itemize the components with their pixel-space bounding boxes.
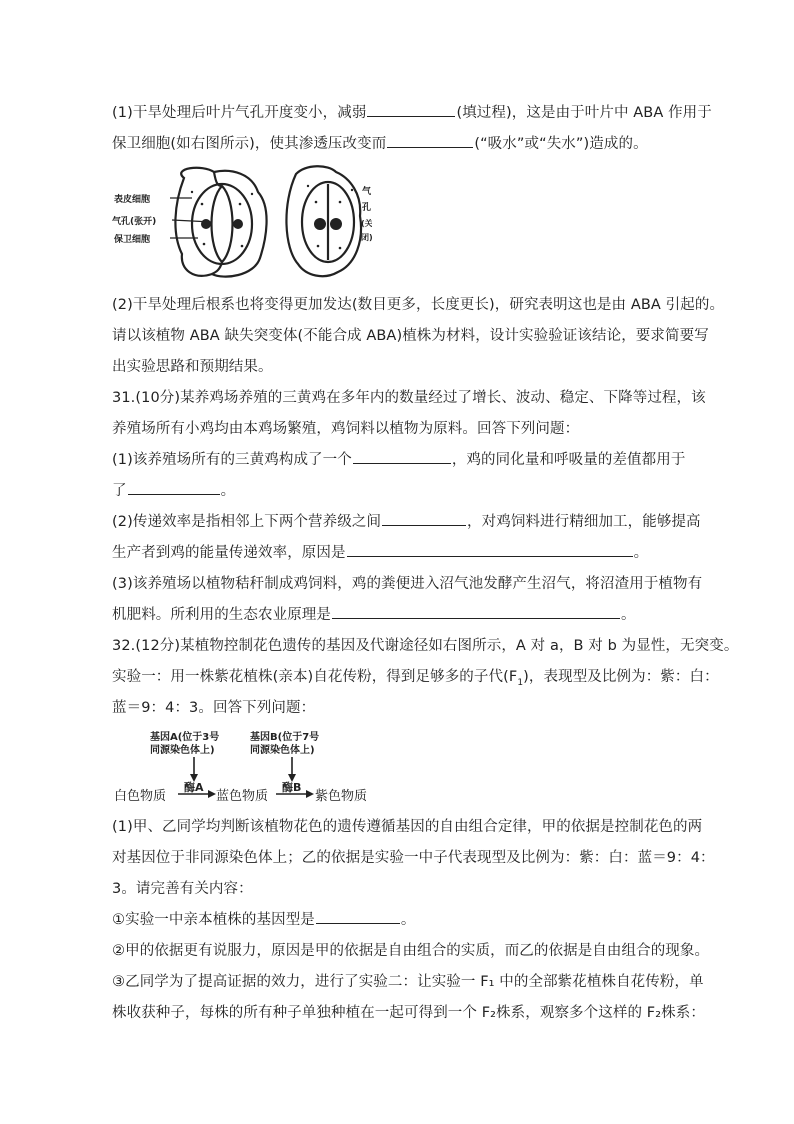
- white-substance: 白色物质: [114, 789, 167, 804]
- gene-a-line2: 同源染色体上): [150, 745, 215, 756]
- text: )，表现型及比例为：紫：白：: [523, 669, 719, 685]
- text: 保卫细胞(如右图所示)，使其渗透压改变而: [112, 136, 387, 152]
- answer-blank: [347, 539, 633, 557]
- label-epidermis: 表皮细胞: [114, 195, 151, 205]
- text: (1)该养殖场所有的三黄鸡构成了一个: [112, 452, 352, 468]
- blue-substance: 蓝色物质: [216, 789, 269, 804]
- text: 了: [112, 483, 127, 499]
- q30-part2-line3: 出实验思路和预期结果。: [112, 359, 273, 375]
- q32-line1: 32.(12分)某植物控制花色遗传的基因及代谢途径如右图所示，A 对 a，B 对 b 为显性，无突变。: [112, 638, 739, 654]
- q30-part2-line2: 请以该植物 ABA 缺失突变体(不能合成 ABA)植株为材料，设计实验验证该结论，要求简要写: [112, 328, 709, 344]
- q32-item2: ②甲的依据更有说服力，原因是甲的依据是自由组合的实质，而乙的依据是自由组合的现象。: [112, 943, 710, 959]
- label-stoma-closed-2: 孔: [362, 203, 372, 213]
- q32-line2: [112, 662, 719, 693]
- pathway-figure: [112, 730, 692, 812]
- text: 。: [400, 912, 416, 928]
- q31-line2: 养殖场所有小鸡均由本鸡场繁殖，鸡饲料以植物为原料。回答下列问题：: [112, 421, 580, 437]
- text: ，鸡的同化量和呼吸量的差值都用于: [451, 452, 686, 468]
- q32-part1-line2: 对基因位于非同源染色体上；乙的依据是实验一中子代表现型及比例为：紫：白：蓝＝9：4：: [112, 850, 715, 866]
- q31-sub3-line2: [112, 600, 692, 631]
- text: ，对鸡饲料进行精细加工，能够提高: [467, 514, 701, 530]
- enzyme-b: 酶B: [282, 781, 302, 794]
- pathway-diagram: [112, 730, 412, 812]
- text: 。: [621, 607, 636, 623]
- label-guard-cell: 保卫细胞: [114, 235, 151, 245]
- subscript: 1: [517, 677, 524, 688]
- label-stoma-closed-3: (关: [361, 219, 372, 228]
- gene-a-line1: 基因A(位于3号: [150, 732, 220, 743]
- label-stoma-closed-4: 闭): [361, 233, 372, 242]
- q31-sub2-line2: [112, 538, 692, 569]
- q32-line3: 蓝＝9：4：3。回答下列问题：: [112, 700, 316, 716]
- text: (填过程)，这是由于叶片中 ABA 作用于: [456, 105, 712, 121]
- gene-b-line1: 基因B(位于7号: [250, 732, 320, 743]
- text: 生产者到鸡的能量传递效率，原因是: [112, 545, 346, 561]
- answer-blank: [382, 508, 466, 526]
- q31-sub3-line1: (3)该养殖场以植物秸秆制成鸡饲料，鸡的粪便进入沼气池发酵产生沼气，将沼渣用于植物有: [112, 576, 703, 592]
- q31-sub1-line1: [112, 445, 692, 476]
- q31-line1: 31.(10分)某养鸡场养殖的三黄鸡在多年内的数量经过了增长、波动、稳定、下降等过程，该: [112, 390, 706, 406]
- q32-item3-line2: 株收获种子，每株的所有种子单独种植在一起可得到一个 F₂株系，观察多个这样的 F₂株系：: [112, 1005, 705, 1021]
- text: (2)传递效率是指相邻上下两个营养级之间: [112, 514, 382, 530]
- answer-blank: [367, 99, 455, 117]
- stomata-figure: [112, 164, 692, 282]
- q32-item3-line1: ③乙同学为了提高证据的效力，进行了实验二：让实验一 F₁ 中的全部紫花植株自花传粉，单: [112, 974, 704, 990]
- gene-b-line2: 同源染色体上): [250, 745, 315, 756]
- stomata-diagram: [112, 164, 372, 282]
- document-page: [112, 98, 739, 1029]
- q30-part1-line2: [112, 129, 692, 160]
- text: 。: [633, 545, 649, 561]
- enzyme-a: 酶A: [184, 781, 204, 794]
- text: 实验一：用一株紫花植株(亲本)自花传粉，得到足够多的子代(F: [112, 669, 518, 685]
- q32-part1-line1: (1)甲、乙同学均判断该植物花色的遗传遵循基因的自由组合定律，甲的依据是控制花色的两: [112, 819, 703, 835]
- q31-sub2-line1: [112, 507, 701, 538]
- q30-part1-line1: [112, 98, 712, 129]
- answer-blank: [128, 477, 220, 495]
- label-stoma-closed-1: 气: [362, 187, 372, 197]
- q30-part2-line1: (2)干旱处理后根系也将变得更加发达(数目更多，长度更长)，研究表明这也是由 ABA 引起的。: [112, 297, 725, 313]
- text: 机肥料。所利用的生态农业原理是: [112, 607, 331, 623]
- answer-blank: [316, 906, 400, 924]
- answer-blank: [332, 601, 620, 619]
- purple-substance: 紫色物质: [315, 789, 368, 804]
- text: (1)干旱处理后叶片气孔开度变小，减弱: [112, 105, 367, 121]
- text: (“吸水”或“失水”)造成的。: [474, 136, 648, 152]
- text: ①实验一中亲本植株的基因型是: [112, 912, 315, 928]
- q32-item1: [112, 905, 692, 936]
- label-stoma-open: 气孔(张开): [112, 217, 157, 227]
- q31-sub1-line2: [112, 476, 692, 507]
- q32-part1-line3: 3。请完善有关内容：: [112, 881, 253, 897]
- answer-blank: [353, 446, 451, 464]
- text: 。: [220, 483, 236, 499]
- answer-blank: [387, 130, 473, 148]
